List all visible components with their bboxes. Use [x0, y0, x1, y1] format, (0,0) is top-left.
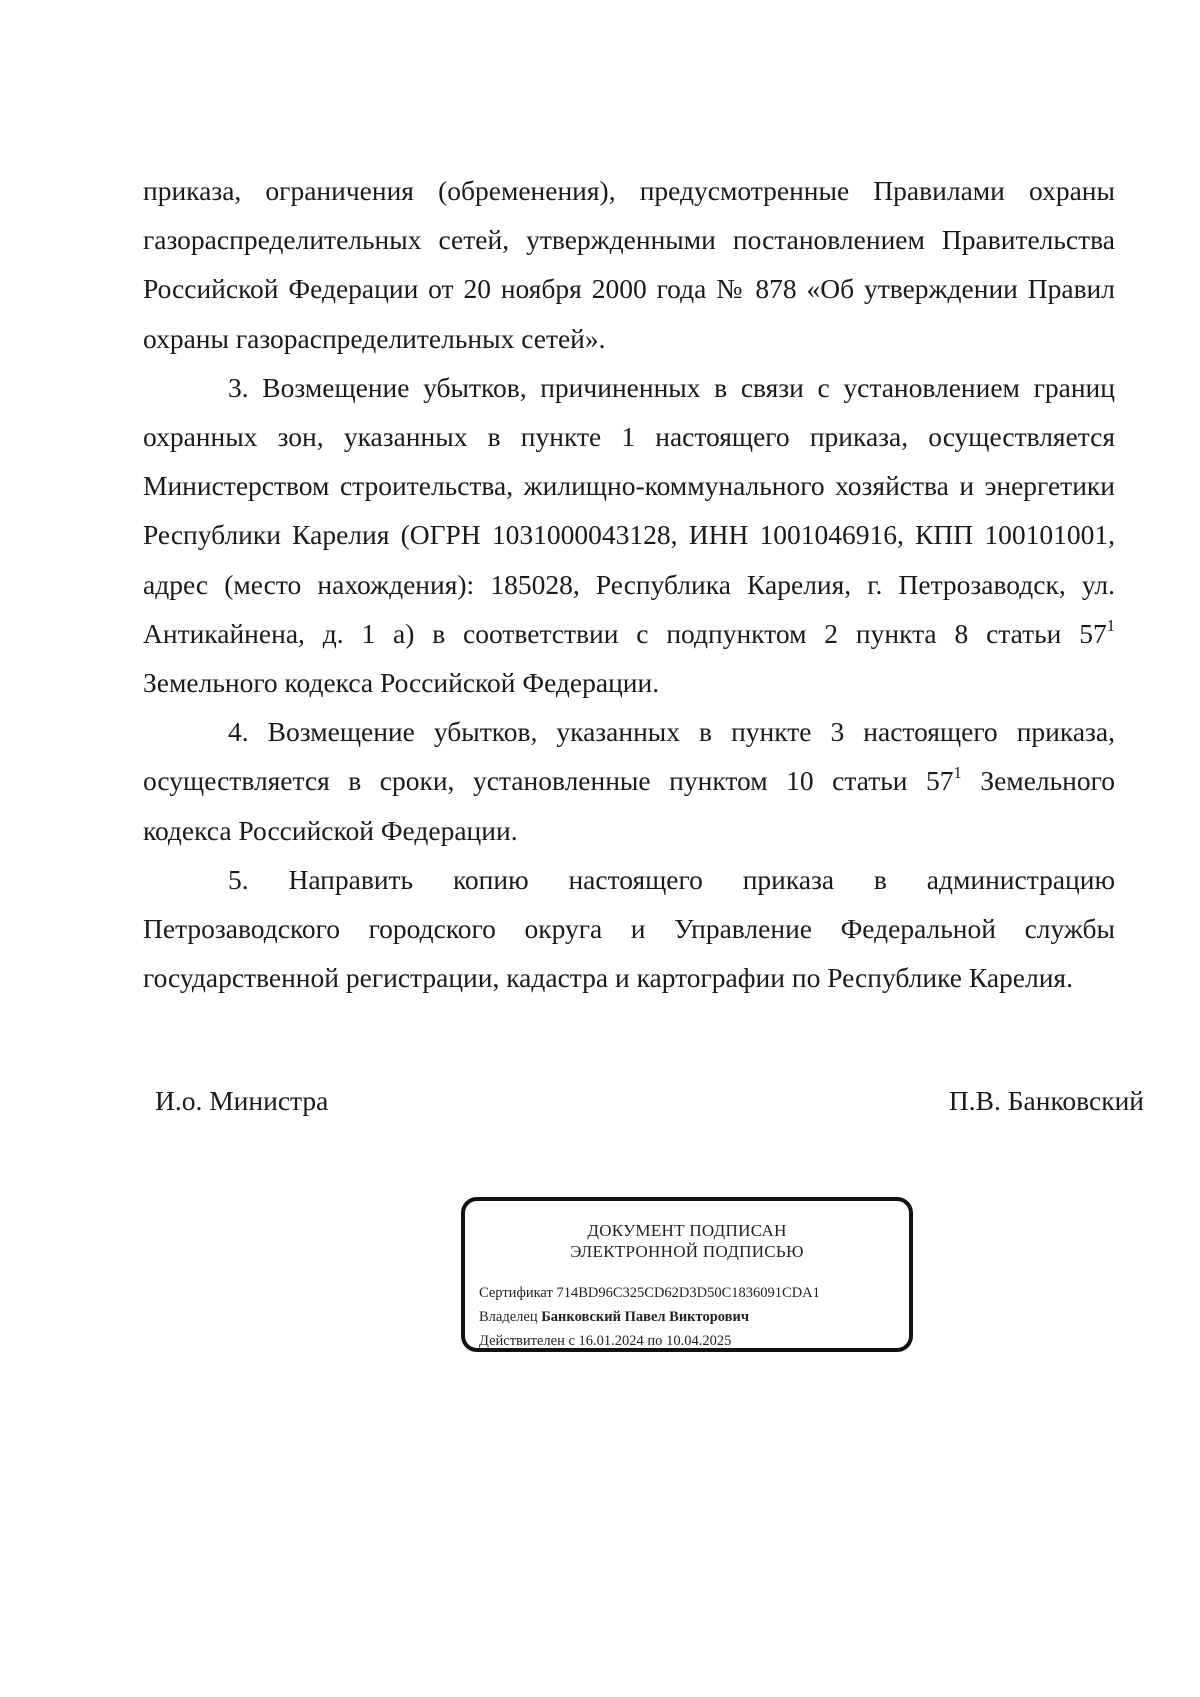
signatory-name: П.В. Банковский	[948, 1085, 1144, 1116]
superscript: 1	[953, 763, 962, 783]
valid-from-value: 16.01.2024	[578, 1333, 644, 1349]
paragraph-text: 5. Направить копию настоящего приказа в администрацию Петрозаводского городского округа и Управление Федеральной службы государственной регистрации, кадастра и картографии по Республике Карелия.	[143, 863, 1115, 994]
superscript: 1	[1106, 615, 1115, 635]
valid-from-label: Действителен с	[479, 1333, 575, 1349]
paragraph-2-continuation	[143, 166, 1115, 363]
valid-to-label: по	[647, 1333, 663, 1349]
stamp-title	[465, 1220, 909, 1262]
certificate-label: Сертификат	[479, 1285, 553, 1301]
paragraph-text-tail: Земельного кодекса Российской Федерации.	[143, 667, 660, 699]
owner-label: Владелец	[479, 1309, 538, 1325]
validity-line	[479, 1329, 820, 1353]
paragraph-4	[143, 707, 1115, 855]
owner-line	[479, 1305, 820, 1329]
paragraph-text: 4. Возмещение убытков, указанных в пункте 3 настоящего приказа, осуществляется в сроки, установленные пунктом 10 статьи 57	[143, 716, 1115, 797]
paragraph-text: 3. Возмещение убытков, причиненных в связи с установлением границ охранных зон, указанных в пункте 1 настоящего приказа, осуществляется Министерством строительства, жилищно-коммунального хозяйства и энергетики Республики Карелия (ОГРН 1031000043128, ИНН 1001046916, КПП 100101001, адрес (место нахождения): 185028, Республика Карелия, г. Петрозаводск, ул. Антикайнена, д. 1 а) в соответствии с подпунктом 2 пункта 8 статьи 57	[143, 371, 1115, 649]
paragraph-text: приказа, ограничения (обременения), предусмотренные Правилами охраны газораспределительных сетей, утвержденными постановлением Правительства Российской Федерации от 20 ноября 2000 года № 878 «Об утверждении Правил охраны газораспределительных сетей».	[143, 175, 1115, 354]
valid-to-value: 10.04.2025	[666, 1333, 732, 1349]
stamp-title-line-2: ЭЛЕКТРОННОЙ ПОДПИСЬЮ	[570, 1242, 804, 1261]
document-body	[143, 166, 1115, 1002]
electronic-signature-stamp	[461, 1197, 913, 1352]
paragraph-5	[143, 855, 1115, 1003]
paragraph-text-tail: Земельного кодекса Российской Федерации.	[143, 765, 1115, 846]
paragraph-3	[143, 363, 1115, 707]
stamp-title-line-1: ДОКУМЕНТ ПОДПИСАН	[587, 1221, 787, 1240]
stamp-details	[479, 1281, 820, 1353]
owner-value: Банковский Павел Викторович	[541, 1309, 750, 1325]
certificate-value: 714BD96C325CD62D3D50C1836091CDA1	[556, 1285, 820, 1301]
signatory-position: И.о. Министра	[155, 1085, 329, 1116]
certificate-line	[479, 1281, 820, 1305]
